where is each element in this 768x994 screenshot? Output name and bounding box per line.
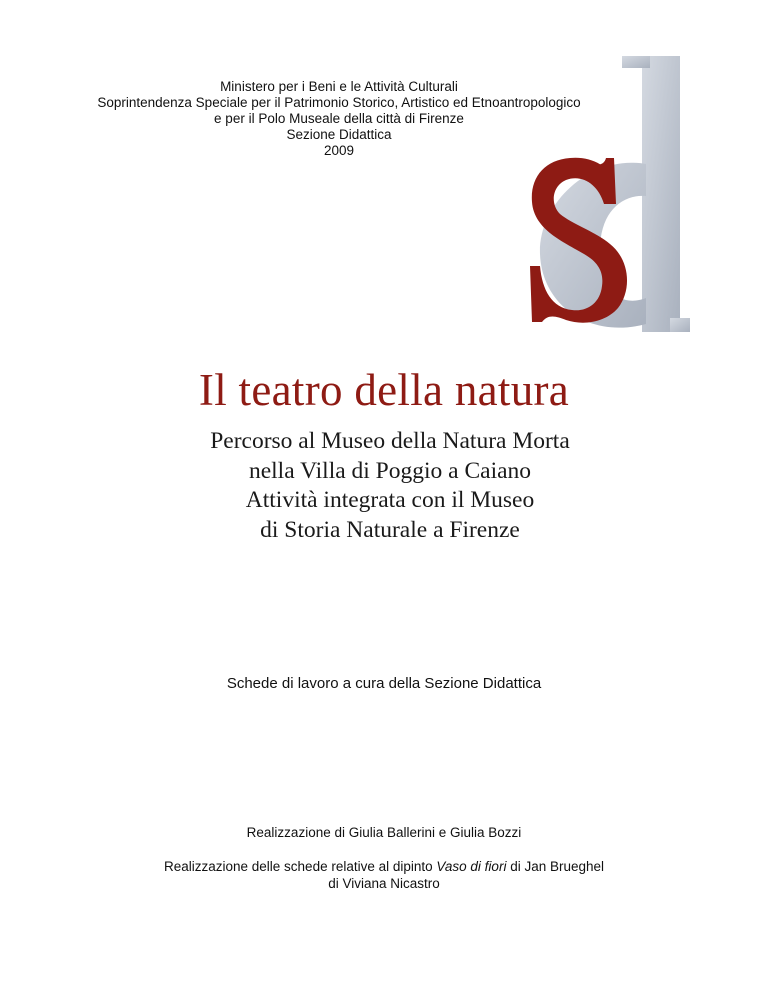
soprintendenza-line: Soprintendenza Speciale per il Patrimonio Storico, Artistico ed Etnoantropologico	[97, 95, 581, 110]
year-line: 2009	[323, 143, 355, 158]
subtitle-line-1: Percorso al Museo della Natura Morta	[210, 428, 570, 454]
credits-suffix: di Jan Brueghel	[506, 859, 605, 874]
ministry-line: Ministero per i Beni e le Attività Culturali	[220, 79, 458, 94]
credits-author-line: di Viviana Nicastro	[328, 876, 440, 891]
painting-title: Vaso di fiori	[436, 859, 507, 874]
logo-d-stem	[642, 56, 680, 332]
worksheets-note: Schede di lavoro a cura della Sezione Didattica	[226, 675, 542, 692]
section-line: Sezione Didattica	[286, 127, 392, 142]
logo-d-serif-bottom	[670, 318, 690, 332]
credits-authors: Realizzazione di Giulia Ballerini e Giulia Bozzi	[246, 825, 522, 840]
page-title: Il teatro della natura	[198, 365, 570, 415]
credits-worksheets-line	[0, 858, 768, 875]
sd-logo	[530, 54, 690, 339]
logo-d-serif-top	[622, 56, 650, 68]
subtitle-line-4: di Storia Naturale a Firenze	[260, 516, 520, 543]
subtitle-line-2: nella Villa di Poggio a Caiano	[248, 457, 532, 484]
subtitle	[160, 427, 620, 545]
subtitle-line-3: Attività integrata con il Museo	[245, 487, 535, 513]
credits-prefix: Realizzazione delle schede relative al dipinto	[163, 859, 437, 874]
credits-worksheets	[0, 858, 768, 892]
polo-museale-line: e per il Polo Museale della città di Firenze	[214, 111, 464, 126]
